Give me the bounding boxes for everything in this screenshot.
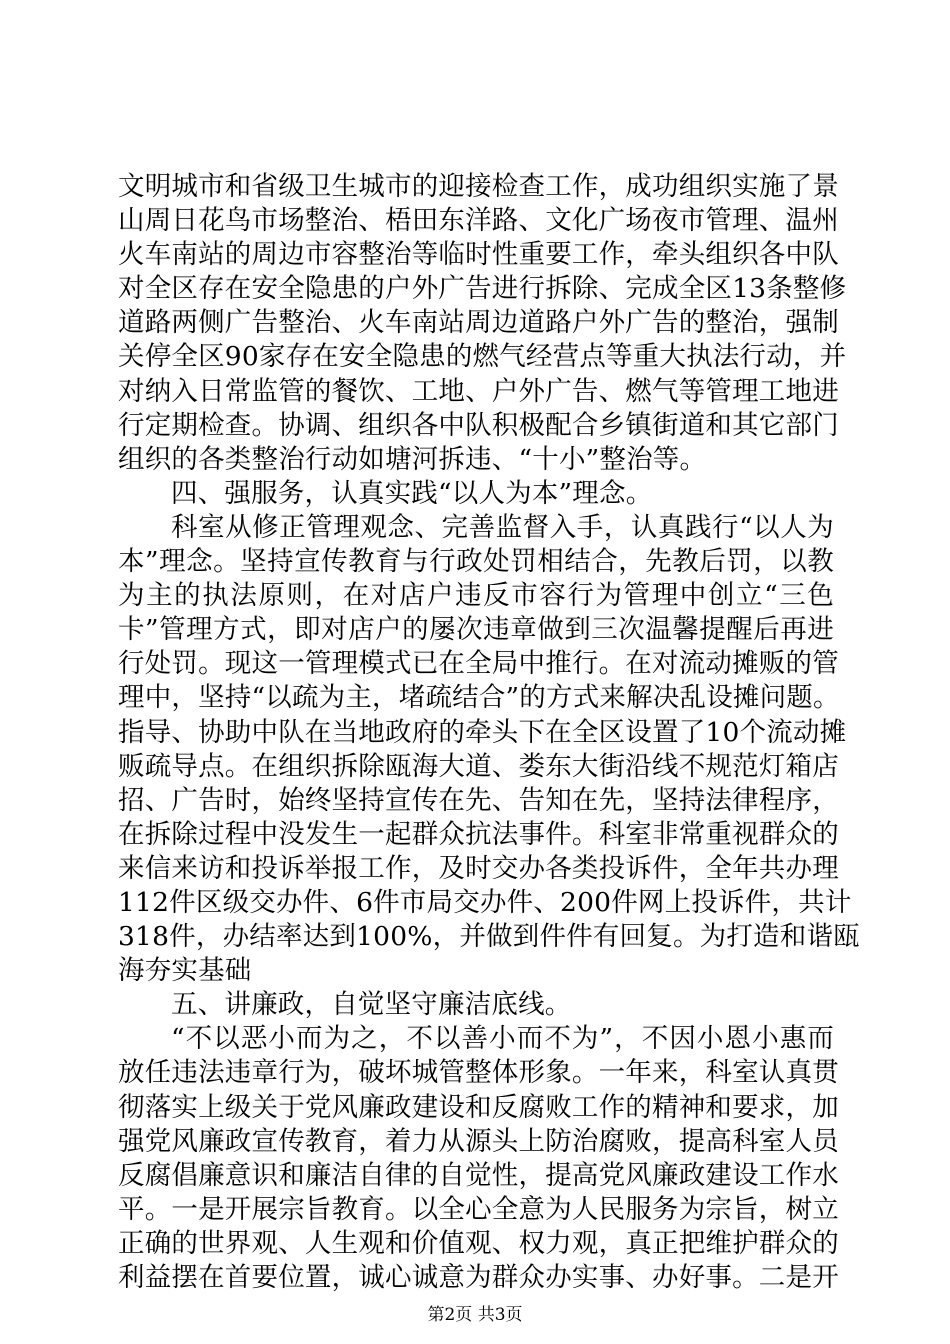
- text-line: 彻落实上级关于党风廉政建设和反腐败工作的精神和要求，加: [118, 1091, 839, 1123]
- text-line: 318件，办结率达到100%，并做到件件有回复。为打造和谐瓯: [118, 921, 860, 953]
- text-line: 正确的世界观、人生观和价值观、权力观，真正把维护群众的: [118, 1227, 839, 1259]
- text-line: 行处罚。现这一管理模式已在全局中推行。在对流动摊贩的管: [118, 648, 839, 680]
- text-line: 放任违法违章行为，破坏城管整体形象。一年来，科室认真贯: [118, 1057, 839, 1089]
- text-line: 本”理念。坚持宣传教育与行政处罚相结合，先教后罚，以教: [118, 546, 834, 578]
- text-line: 对全区存在安全隐患的户外广告进行拆除、完成全区13条整修: [118, 273, 847, 305]
- text-line: 文明城市和省级卫生城市的迎接检查工作，成功组织实施了景: [118, 171, 839, 202]
- text-line: 利益摆在首要位置，诚心诚意为群众办实事、办好事。二是开: [118, 1262, 839, 1293]
- text-line: 反腐倡廉意识和廉洁自律的自觉性，提高党风廉政建设工作水: [118, 1159, 839, 1191]
- text-line: 对纳入日常监管的餐饮、工地、户外广告、燃气等管理工地进: [118, 375, 839, 407]
- text-line: 在拆除过程中没发生一起群众抗法事件。科室非常重视群众的: [118, 818, 839, 850]
- text-line: 指导、协助中队在当地政府的牵头下在全区设置了10个流动摊: [118, 716, 847, 748]
- text-line: 招、广告时，始终坚持宣传在先、告知在先，坚持法律程序，: [118, 784, 839, 816]
- section-heading: 四、强服务，认真实践“以人为本”理念。: [171, 477, 653, 509]
- document-body: [118, 170, 860, 1295]
- text-line: 平。一是开展宗旨教育。以全心全意为人民服务为宗旨，树立: [118, 1193, 839, 1225]
- text-line: 贩疏导点。在组织拆除瓯海大道、娄东大街沿线不规范灯箱店: [118, 750, 839, 782]
- text-line: 行定期检查。协调、组织各中队积极配合乡镇街道和其它部门: [118, 409, 839, 441]
- text-line: 理中，坚持“以疏为主，堵疏结合”的方式来解决乱设摊问题。: [118, 682, 840, 714]
- page-footer: 第2页 共3页: [427, 1305, 523, 1325]
- section-heading: 五、讲廉政，自觉坚守廉洁底线。: [171, 989, 572, 1021]
- text-line: 为主的执法原则，在对店户违反市容行为管理中创立“三色: [118, 580, 834, 612]
- text-line: 火车南站的周边市容整治等临时性重要工作，牵头组织各中队: [118, 239, 839, 271]
- text-line: 卡”管理方式，即对店户的屡次违章做到三次温馨提醒后再进: [118, 614, 834, 646]
- text-line: 山周日花鸟市场整治、梧田东洋路、文化广场夜市管理、温州: [118, 205, 839, 237]
- text-line: 科室从修正管理观念、完善监督入手，认真践行“以人为: [171, 511, 834, 543]
- text-line: 112件区级交办件、6件市局交办件、200件网上投诉件，共计: [118, 886, 852, 918]
- text-line: 关停全区90家存在安全隐患的燃气经营点等重大执法行动，并: [118, 341, 847, 373]
- text-line: 道路两侧广告整治、火车南站周边道路户外广告的整治，强制: [118, 307, 839, 339]
- text-line: 强党风廉政宣传教育，着力从源头上防治腐败，提高科室人员: [118, 1125, 839, 1157]
- text-line: “不以恶小而为之，不以善小而不为”，不因小恩小惠而: [171, 1023, 834, 1055]
- text-line: 来信来访和投诉举报工作，及时交办各类投诉件，全年共办理: [118, 852, 839, 884]
- text-line: 海夯实基础: [118, 955, 252, 987]
- text-line: 组织的各类整治行动如塘河拆违、“十小”整治等。: [118, 443, 707, 475]
